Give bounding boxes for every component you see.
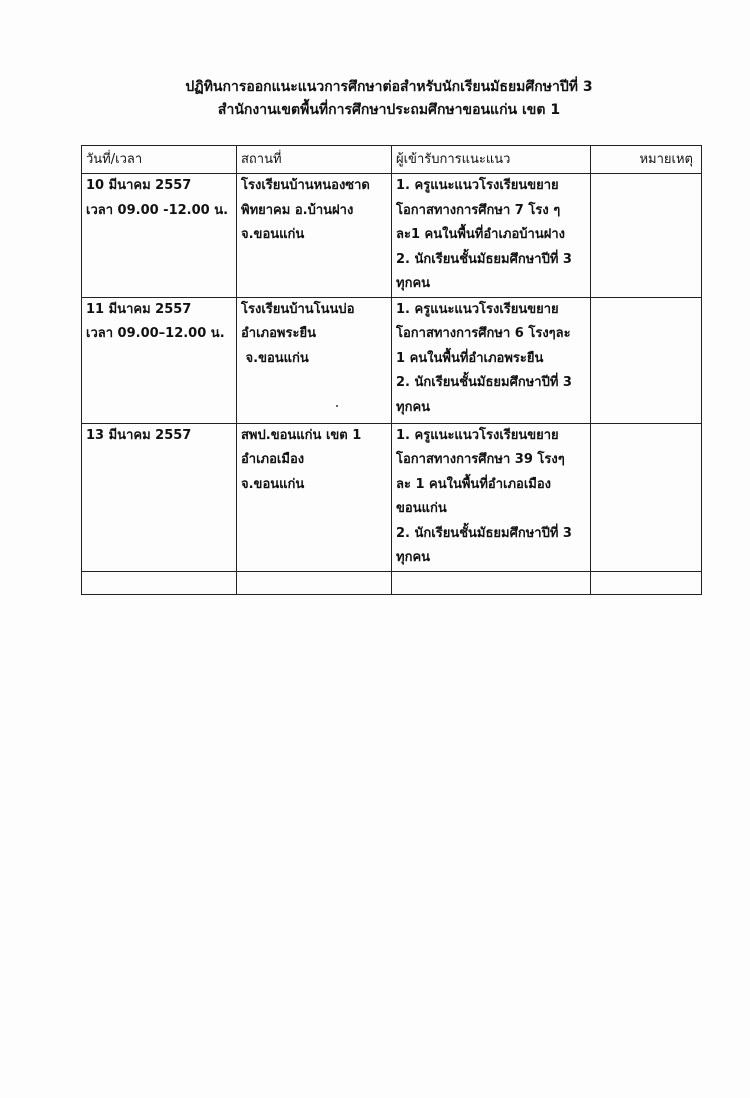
date-text: 11 มีนาคม 2557 xyxy=(86,301,192,317)
cell-remarks xyxy=(591,174,702,298)
header-participants: ผู้เข้ารับการแนะแนว xyxy=(392,146,591,174)
cell-participants xyxy=(392,423,591,571)
table-row xyxy=(82,297,702,423)
participants-line: ทุกคน xyxy=(396,550,431,565)
time-text: เวลา 09.00 -12.00 น. xyxy=(86,202,229,218)
place-line: อำเภอเมือง xyxy=(241,452,305,467)
place-line: สพป.ขอนแก่น เขต 1 xyxy=(241,427,362,443)
empty-cell xyxy=(591,571,702,594)
participants-line: 2. นักเรียนชั้นมัธยมศึกษาปีที่ 3 xyxy=(396,375,572,390)
place-line: จ.ขอนแก่น xyxy=(241,227,305,242)
participants-line: โอกาสทางการศึกษา 6 โรงๆละ xyxy=(396,326,571,341)
header-remarks: หมายเหตุ xyxy=(591,146,702,174)
participants-line: 2. นักเรียนชั้นมัธยมศึกษาปีที่ 3 xyxy=(396,251,572,267)
participants-line: โอกาสทางการศึกษา 7 โรง ๆ xyxy=(396,202,561,218)
place-line: จ.ขอนแก่น xyxy=(241,476,305,492)
date-text: 13 มีนาคม 2557 xyxy=(86,427,192,443)
cell-participants xyxy=(392,297,591,423)
participants-line: ละ 1 คนในพื้นที่อำเภอเมือง xyxy=(396,476,551,492)
time-text: เวลา 09.00–12.00 น. xyxy=(86,326,225,341)
table-row xyxy=(82,174,702,298)
header-date-time: วันที่/เวลา xyxy=(82,146,237,174)
place-line: พิทยาคม อ.บ้านฝาง xyxy=(241,202,354,218)
scan-speck xyxy=(336,405,338,407)
empty-cell xyxy=(82,571,237,594)
participants-line: ทุกคน xyxy=(396,276,431,291)
participants-line: 1. ครูแนะแนวโรงเรียนขยาย xyxy=(396,427,559,443)
place-line: โรงเรียนบ้านหนองซาด xyxy=(241,178,370,193)
participants-line: 1. ครูแนะแนวโรงเรียนขยาย xyxy=(396,178,559,193)
time-text xyxy=(86,448,232,473)
empty-cell xyxy=(392,571,591,594)
date-text: 10 มีนาคม 2557 xyxy=(86,178,192,193)
cell-date-time xyxy=(82,297,237,423)
place-line: โรงเรียนบ้านโนนบ่อ xyxy=(241,301,355,317)
document-title: ปฏิทินการออกแนะแนวการศึกษาต่อสำหรับนักเรียนมัธยมศึกษาปีที่ 3 xyxy=(185,79,593,95)
participants-line: ทุกคน xyxy=(396,399,431,415)
document-subtitle: สำนักงานเขตพื้นที่การศึกษาประถมศึกษาขอนแก่น เขต 1 xyxy=(217,102,561,118)
header-place: สถานที่ xyxy=(237,146,392,174)
table-row xyxy=(82,423,702,571)
cell-place xyxy=(237,423,392,571)
cell-date-time xyxy=(82,174,237,298)
participants-line: 2. นักเรียนชั้นมัธยมศึกษาปีที่ 3 xyxy=(396,525,572,541)
table-row-empty xyxy=(82,571,702,594)
cell-remarks xyxy=(591,297,702,423)
participants-line: ละ1 คนในพื้นที่อำเภอบ้านฝาง xyxy=(396,227,565,242)
cell-place xyxy=(237,174,392,298)
participants-line: 1. ครูแนะแนวโรงเรียนขยาย xyxy=(396,301,559,317)
schedule-table xyxy=(81,145,702,595)
cell-place xyxy=(237,297,392,423)
participants-line: โอกาสทางการศึกษา 39 โรงๆ xyxy=(396,452,565,467)
participants-line: 1 คนในพื้นที่อำเภอพระยืน xyxy=(396,350,544,366)
table-header-row xyxy=(82,146,702,174)
cell-participants xyxy=(392,174,591,298)
place-line: จ.ขอนแก่น xyxy=(241,350,309,366)
cell-remarks xyxy=(591,423,702,571)
place-line: อำเภอพระยืน xyxy=(241,326,316,341)
cell-date-time xyxy=(82,423,237,571)
empty-cell xyxy=(237,571,392,594)
participants-line: ขอนแก่น xyxy=(396,501,447,516)
